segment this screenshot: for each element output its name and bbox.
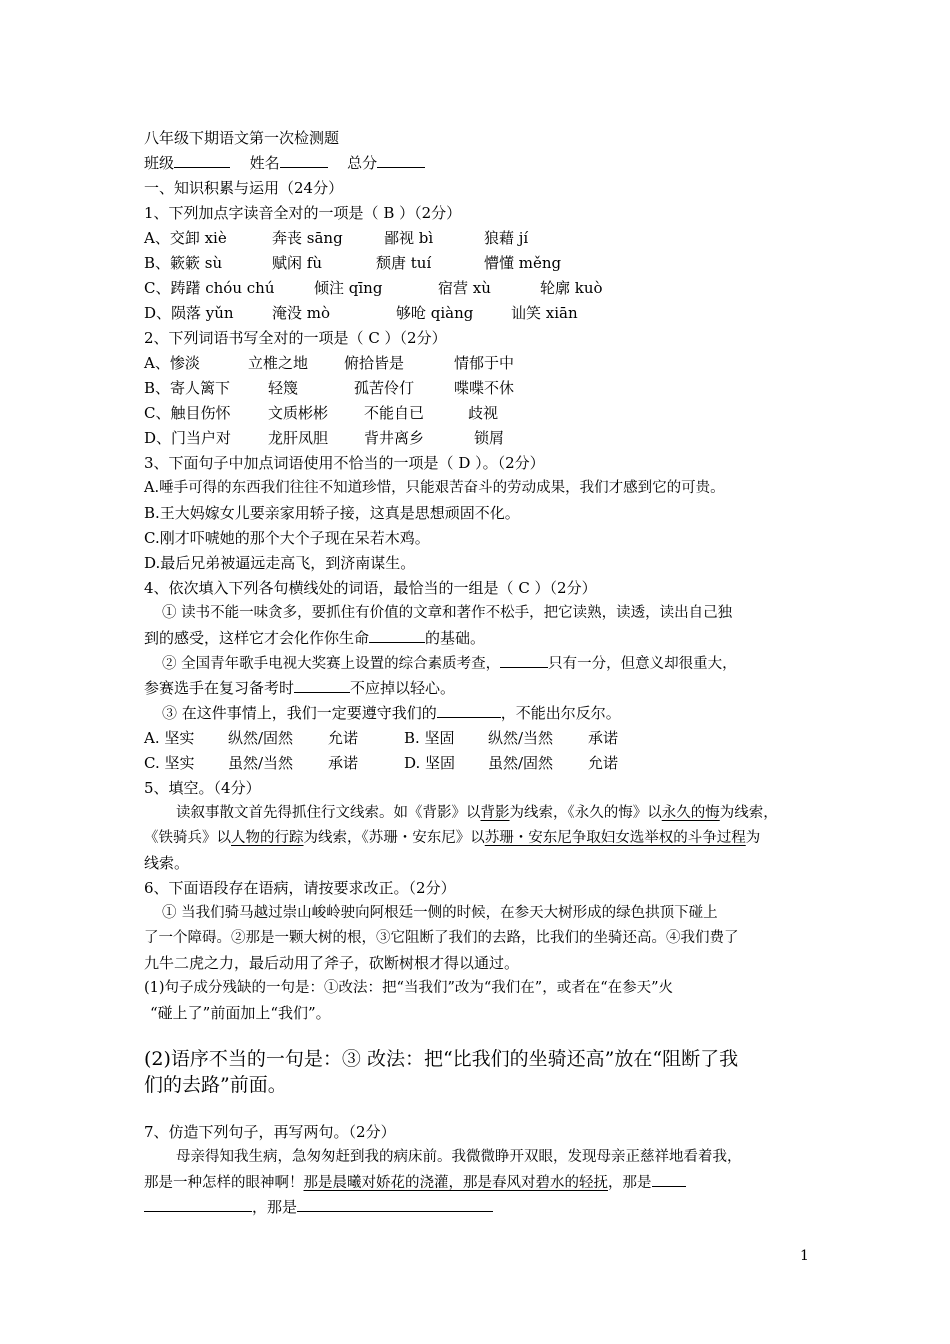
q7-blank-2 [297,1197,493,1212]
header-fields [144,153,425,173]
q7-passage-1: 母亲得知我生病，急匆匆赶到我的病床前。我微微睁开双眼，发现母亲正慈祥地看着我， [176,1149,742,1165]
q3-stem: 3、下面句子中加点词语使用不恰当的一项是（ D ）。（2分） [144,454,545,472]
class-label: 班级 [144,154,175,172]
q1-option-b: B、簌簌 sù 赋闲 fù 颓唐 tuí 懵懂 měng [144,254,562,272]
q5-stem: 5、填空。（4分） [144,779,261,797]
q7-passage-2: 那是一种怎样的眼神啊！那是晨曦对娇花的浇灌，那是春风对碧水的轻抚，那是 [144,1172,686,1193]
section-heading: 一、知识积累与运用（24分） [144,179,344,197]
total-label: 总分 [347,154,378,172]
q6-passage-1: ① 当我们骑马越过崇山峻岭驶向阿根廷一侧的时候，在参天大树形成的绿色拱顶下碰上 [162,905,718,921]
q6-stem: 6、下面语段存在语病，请按要求改正。（2分） [144,879,456,897]
q2-option-c: C、触目伤怀 文质彬彬 不能自已 歧视 [144,404,499,422]
q1-stem: 1、下列加点字读音全对的一项是（ B ）（2分） [144,204,462,222]
q5-line-3: 线索。 [144,854,190,872]
q2-option-b: B、寄人篱下 轻篾 孤苦伶仃 喋喋不休 [144,379,515,397]
q6-answer-1a: (1)句子成分残缺的一句是：①改法：把“当我们”改为“我们在”，或者在“在参天”火 [144,980,674,996]
q2-option-d: D、门当户对 龙肝凤胆 背井离乡 锁屑 [144,429,505,447]
q4-sentence-2b: 参赛选手在复习备考时 不应掉以轻心。 [144,679,456,697]
q7-stem: 7、仿造下列句子，再写两句。（2分） [144,1123,396,1141]
name-blank [280,153,328,168]
q7-blank-1a [652,1172,686,1187]
page-title: 八年级下期语文第一次检测题 [144,129,340,147]
q7-example: 那是晨曦对娇花的浇灌，那是春风对碧水的轻抚 [303,1175,608,1191]
class-blank [174,153,230,168]
q2-stem: 2、下列词语书写全对的一项是（ C ）（2分） [144,329,447,347]
q5-answer-2: 永久的悔 [661,805,720,821]
q5-answer-1: 背影 [480,805,510,821]
q4-sentence-2a: ② 全国青年歌手电视大奖赛上设置的综合素质考查， 只有一分，但意义却很重大， [162,653,737,674]
q3-option-a: A.唾手可得的东西我们往往不知道珍惜，只能艰苦奋斗的劳动成果，我们才感到它的可贵。 [144,480,725,496]
q6-passage-2: 了一个障碍。②那是一颗大树的根，③它阻断了我们的去路，比我们的坐骑还高。④我们费了 [144,930,739,946]
name-label: 姓名 [249,154,280,172]
q5-answer-3: 人物的行踪 [231,830,304,846]
q5-line-2: 《铁骑兵》以人物的行踪为线索，《苏珊・安东尼》以苏珊・安东尼争取妇女选举权的斗争过程为 [144,830,761,846]
q4-options-ab: A. 坚实 纵然/固然 允诺 B. 坚固 纵然/当然 承诺 [144,729,619,747]
q1-option-c: C、踌躇 chóu chú 倾注 qīng 宿营 xù 轮廓 kuò [144,279,603,297]
q1-option-a: A、交卸 xiè 奔丧 sāng 鄙视 bì 狼藉 jí [144,229,529,247]
q5-line-1: 读叙事散文首先得抓住行文线索。如《背影》以背影为线索，《永久的悔》以永久的悔为线索， [176,805,778,821]
q4-stem: 4、依次填入下列各句横线处的词语，最恰当的一组是（ C ）（2分） [144,579,597,597]
q7-passage-3: ，那是 [144,1197,493,1217]
q6-answer-1b: “碰上了”前面加上“我们”。 [150,1004,331,1022]
total-blank [377,153,425,168]
page-number: 1 [800,1248,809,1264]
q4-blank-2 [500,653,548,668]
q3-option-d: D.最后兄弟被逼远走高飞，到济南谋生。 [144,554,416,572]
q4-sentence-3: ③ 在这件事情上，我们一定要遵守我们的 ，不能出尔反尔。 [162,704,621,722]
q7-blank-1b [144,1197,252,1212]
q4-blank-4 [437,703,501,718]
q3-option-c: C.刚才吓唬她的那个大个子现在呆若木鸡。 [144,529,430,547]
q2-option-a: A、惨淡 立椎之地 俯拾皆是 情郁于中 [144,354,515,372]
q4-options-cd: C. 坚实 虽然/当然 承诺 D. 坚固 虽然/固然 允诺 [144,754,619,772]
q6-passage-3: 九牛二虎之力，最后动用了斧子，砍断树根才得以通过。 [144,954,520,972]
q4-blank-1 [369,628,425,643]
q6-answer-2a: (2)语序不当的一句是：③ 改法：把“比我们的坐骑还高”放在“阻断了我 [144,1048,739,1070]
q5-answer-4: 苏珊・安东尼争取妇女选举权的斗争过程 [484,830,746,846]
q4-sentence-1a: ① 读书不能一味贪多，要抓住有价值的文章和著作不松手，把它读熟，读透，读出自己独 [162,605,733,621]
q4-blank-3 [294,678,350,693]
q1-option-d: D、陨落 yǔn 淹没 mò 够呛 qiàng 讪笑 xiān [144,304,578,322]
q4-sentence-1b: 到的感受，这样它才会化作你生命 的基础。 [144,629,486,647]
q3-option-b: B.王大妈嫁女儿要亲家用轿子接，这真是思想顽固不化。 [144,504,520,522]
q6-answer-2b: 们的去路”前面。 [144,1074,287,1096]
